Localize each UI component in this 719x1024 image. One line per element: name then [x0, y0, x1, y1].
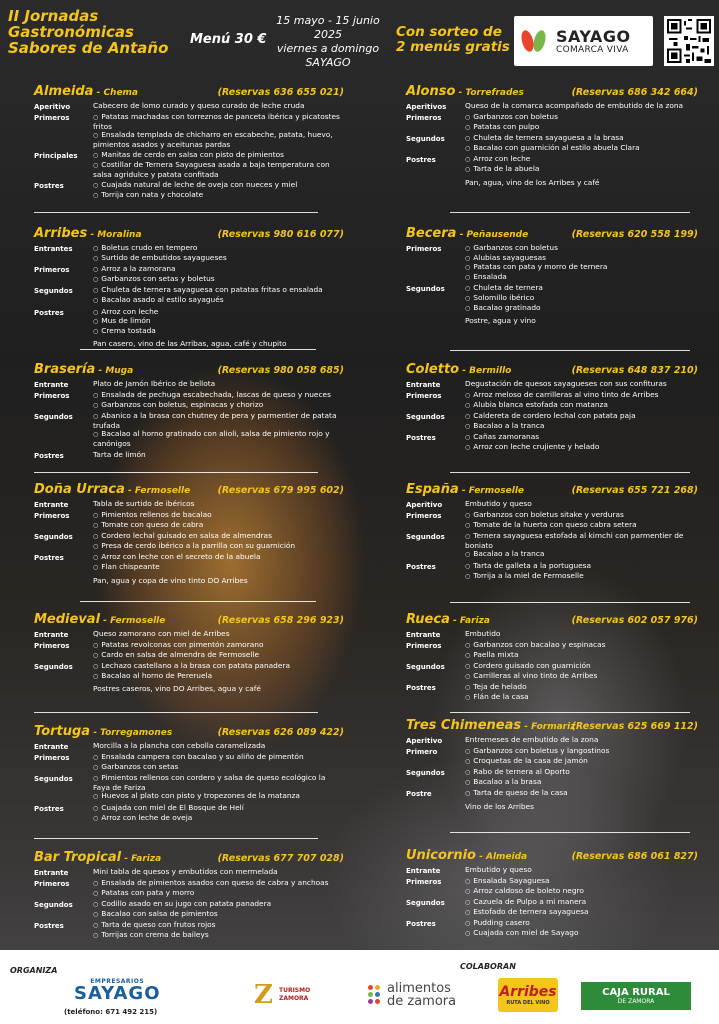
- course-label: Postres: [34, 922, 64, 931]
- dish-item: ○ Arroz con leche con el secreto de la abuela: [93, 553, 344, 563]
- menu-course-row: [34, 113, 344, 149]
- course-label: Postres: [34, 554, 64, 563]
- dish-item: ○ Patatas machadas con torreznos de panceta ibérica y picatostes fritos: [93, 113, 344, 131]
- restaurant-block: [34, 850, 344, 941]
- dish-item: ○ Abanico a la brasa con chutney de pera y parmentier de patata trufada: [93, 412, 344, 430]
- dish-item: Morcilla a la plancha con cebolla caramelizada: [93, 741, 266, 750]
- dish-item: ○ Garbanzos con bacalao y espinacas: [465, 641, 698, 651]
- dish-item: ○ Tomate de la huerta con queso cabra setera: [465, 521, 698, 531]
- menu-course-row: [34, 774, 344, 802]
- menu-course-row: [34, 742, 344, 751]
- menu-course-row: [34, 511, 344, 530]
- reservation-phone[interactable]: (Reservas 636 655 021): [217, 87, 344, 98]
- sponsors-bar: [0, 950, 719, 1024]
- dish-item: ○ Patatas con pata y morro de ternera: [465, 263, 698, 273]
- course-label: Entrante: [406, 867, 441, 875]
- course-label: Postre: [406, 790, 432, 799]
- menu-course-row: [34, 308, 344, 337]
- dish-item: Embutido y queso: [465, 499, 532, 508]
- dish-item: ○ Arroz con leche: [93, 308, 344, 318]
- menu-course-row: [406, 562, 698, 581]
- dish-item: ○ Tarta de la abuela: [465, 165, 698, 175]
- menu-course-row: [406, 412, 698, 431]
- dish-item: Tarta de limón: [93, 449, 146, 459]
- sayago-logo: SAYAGO COMARCA VIVA: [514, 16, 653, 66]
- course-label: Postres: [34, 182, 64, 191]
- dish-item: ○ Surtido de embutidos sayagueses: [93, 254, 344, 264]
- dish-item: ○ Garbanzos con boletus y langostinos: [465, 747, 698, 757]
- course-label: Segundos: [406, 285, 445, 294]
- reservation-phone[interactable]: (Reservas 625 669 112): [571, 721, 698, 732]
- restaurant-block: [406, 612, 698, 703]
- menu-course-row: [406, 500, 698, 509]
- menu-course-row: [34, 102, 344, 111]
- course-label: Entrante: [406, 631, 441, 639]
- dish-item: ○ Caldereta de cordero lechal con patata paja: [465, 412, 698, 422]
- course-label: Aperitivos: [406, 103, 447, 111]
- course-label: Primeros: [34, 880, 70, 888]
- dish-item: ○ Ensalada campera con bacalao y su aliño de pimentón: [93, 753, 344, 763]
- menu-course-row: [406, 768, 698, 787]
- menu-course-row: [406, 630, 698, 639]
- menu-course-row: [406, 113, 698, 132]
- reservation-phone[interactable]: (Reservas 602 057 976): [571, 615, 698, 626]
- alimentos-dots-icon: [368, 985, 382, 1005]
- dish-item: ○ Arroz con leche: [465, 155, 698, 165]
- dish-item: ○ Huevos al plato con pisto y tropezones de la matanza: [93, 792, 344, 802]
- dish-item: ○ Bacalao asado al estilo sayagués: [93, 296, 344, 306]
- menu-course-row: [34, 641, 344, 660]
- course-label: Postres: [406, 684, 436, 693]
- course-label: Entrante: [406, 381, 441, 389]
- menu-course-row: [406, 433, 698, 452]
- dish-item: ○ Bacalao con guarnición al estilo abuela Clara: [465, 144, 698, 154]
- reservation-phone[interactable]: (Reservas 648 837 210): [571, 365, 698, 376]
- sorteo-text: Con sorteo de 2 menús gratis: [396, 24, 510, 55]
- colaboran-label: COLABORAN: [460, 962, 516, 971]
- restaurant-town: Chema: [103, 88, 139, 98]
- reservation-phone[interactable]: (Reservas 980 616 077): [217, 229, 344, 240]
- restaurant-name: Medieval - Fermoselle: [34, 612, 166, 627]
- course-label: Postres: [34, 804, 64, 813]
- menu-course-row: [406, 866, 698, 875]
- course-label: Postres: [406, 434, 436, 443]
- divider-line: [450, 832, 690, 833]
- dish-item: ○ Pimientos rellenos con cordero y salsa de queso ecológico la Faya de Fariza: [93, 774, 344, 792]
- dish-item: ○ Cañas zamoranas: [465, 433, 698, 443]
- menu-course-row: [406, 662, 698, 681]
- dish-item: ○ Manitas de cerdo en salsa con pisto de pimientos: [93, 151, 344, 161]
- course-label: Segundos: [34, 533, 73, 542]
- course-label: Segundos: [34, 663, 73, 672]
- course-label: Aperitivo: [406, 737, 443, 745]
- course-label: Entrante: [34, 743, 69, 751]
- course-label: Aperitivo: [406, 501, 443, 509]
- dish-item: ○ Cuajada con miel de Sayago: [465, 929, 698, 939]
- restaurant-name: Becera - Peñausende: [406, 226, 529, 241]
- header: [0, 0, 719, 78]
- restaurant-name: Almeida - Chema: [34, 84, 139, 99]
- menu-course-row: [34, 244, 344, 263]
- dish-item: ○ Lechazo castellano a la brasa con patata panadera: [93, 662, 344, 672]
- restaurant-name: Doña Urraca - Fermoselle: [34, 482, 191, 497]
- course-label: Segundos: [34, 287, 73, 296]
- restaurant-block: [406, 226, 698, 325]
- restaurant-block: [406, 362, 698, 453]
- dish-item: ○ Bacalao gratinado: [465, 304, 698, 314]
- restaurant-town: Fermoselle: [468, 486, 525, 496]
- menu-course-row: [34, 879, 344, 898]
- divider-line: [450, 212, 690, 213]
- menu-course-row: [406, 244, 698, 282]
- dish-item: ○ Pudding casero: [465, 919, 698, 929]
- course-label: Entrante: [34, 501, 69, 509]
- dish-item: ○ Ensalada de pimientos asados con queso de cabra y anchoas: [93, 879, 344, 889]
- dish-item: ○ Rabo de ternera al Oporto: [465, 768, 698, 778]
- menu-course-row: [406, 155, 698, 174]
- restaurant-name: Bar Tropical - Fariza: [34, 850, 162, 865]
- menu-footer-note: Pan, agua, vino de los Arribes y café: [465, 177, 600, 187]
- restaurant-town: Torrefrades: [465, 88, 524, 98]
- divider-line: [34, 712, 318, 713]
- reservation-phone[interactable]: (Reservas 677 707 028): [217, 853, 344, 864]
- dish-item: Tabla de surtido de ibéricos: [93, 499, 195, 508]
- menu-footer-note: Pan, agua y copa de vino tinto DO Arribes: [93, 575, 248, 585]
- dish-item: ○ Arroz con leche crujiente y helado: [465, 443, 698, 453]
- dish-item: ○ Garbanzos con setas y boletus: [93, 275, 344, 285]
- menu-course-row: [406, 284, 698, 313]
- dish-item: ○ Garbanzos con boletus, espinacas y chorizo: [93, 401, 344, 411]
- course-label: Primero: [406, 748, 438, 756]
- organiza-label: ORGANIZA: [10, 966, 58, 975]
- menu-course-row: [34, 532, 344, 551]
- menu-course-row: [406, 919, 698, 938]
- course-label: Primeros: [406, 878, 442, 886]
- course-label: Entrante: [34, 381, 69, 389]
- restaurant-block: [34, 362, 344, 460]
- course-label: Segundos: [406, 413, 445, 422]
- menu-footer-note: Postres caseros, vino DO Arribes, agua y café: [93, 684, 261, 694]
- menu-course-row: [406, 380, 698, 389]
- menu-course-row: [34, 630, 344, 639]
- menu-price: Menú 30 €: [190, 32, 267, 47]
- menu-course-row: [34, 553, 344, 572]
- dish-item: ○ Ensalada de pechuga escabechada, lascas de queso y nueces: [93, 391, 344, 401]
- course-label: Segundos: [406, 663, 445, 672]
- menu-course-row: [34, 753, 344, 772]
- divider-line: [34, 212, 318, 213]
- course-label: Segundos: [406, 135, 445, 144]
- course-label: Segundos: [34, 901, 73, 910]
- menu-course-row: [406, 532, 698, 560]
- restaurant-town: Fermoselle: [110, 616, 166, 626]
- course-label: Primeros: [406, 392, 442, 400]
- dish-item: ○ Codillo asado en su jugo con patata panadera: [93, 900, 344, 910]
- menu-course-row: [406, 898, 698, 917]
- dish-item: ○ Chuleta de ternera: [465, 284, 698, 294]
- menu-course-row: [34, 451, 344, 460]
- menu-course-row: [406, 877, 698, 896]
- dish-item: ○ Cordero guisado con guarnición: [465, 662, 698, 672]
- course-label: Principales: [34, 152, 78, 161]
- restaurant-town: Torregamones: [100, 728, 173, 738]
- dish-item: Degustación de quesos sayagueses con sus confituras: [465, 379, 667, 388]
- dish-item: ○ Ensalada: [465, 273, 698, 283]
- dish-item: ○ Croquetas de la casa de jamón: [465, 757, 698, 767]
- dish-item: ○ Flán de la casa: [465, 693, 698, 703]
- dish-item: Queso zamorano con miel de Arribes: [93, 629, 230, 638]
- dish-item: ○ Bacalao con salsa de pimientos: [93, 910, 344, 920]
- dish-item: ○ Teja de helado: [465, 683, 698, 693]
- dish-item: ○ Bacalao al horno de Pereruela: [93, 672, 344, 682]
- dish-item: ○ Cardo en salsa de almendra de Fermoselle: [93, 651, 344, 661]
- dish-item: ○ Cuajada con miel de El Bosque de Helí: [93, 804, 344, 814]
- reservation-phone[interactable]: (Reservas 620 558 199): [571, 229, 698, 240]
- divider-line: [80, 601, 316, 602]
- dish-item: ○ Arroz meloso de carrilleras al vino tinto de Arribes: [465, 391, 698, 401]
- course-label: Primeros: [406, 512, 442, 520]
- dish-item: ○ Alubia blanca estofada con matanza: [465, 401, 698, 411]
- restaurant-town: Peñausende: [466, 230, 529, 240]
- event-dates: 15 mayo - 15 junio 2025 viernes a domingo SAYAGO: [276, 14, 380, 69]
- dish-item: ○ Arroz con leche de oveja: [93, 814, 344, 824]
- dish-item: ○ Tomate con queso de cabra: [93, 521, 344, 531]
- course-label: Primeros: [34, 512, 70, 520]
- dish-item: ○ Tarta de queso de la casa: [465, 789, 698, 799]
- course-label: Entrantes: [34, 245, 73, 253]
- dish-item: ○ Torrija a la miel de Fermoselle: [465, 572, 698, 582]
- restaurant-name: Unicornio - Almeida: [406, 848, 528, 863]
- arribes-ruta-vino-logo: Arribes RUTA DEL VINO: [498, 978, 558, 1012]
- dish-item: ○ Torrija con nata y chocolate: [93, 191, 344, 201]
- menu-footer-note: Pan casero, vino de las Arribas, agua, café y chupito: [93, 339, 287, 349]
- restaurant-name: Alonso - Torrefrades: [406, 84, 524, 99]
- menu-course-row: [34, 900, 344, 919]
- restaurant-name: Tres Chimeneas - Formariz: [406, 718, 576, 733]
- course-label: Primeros: [406, 245, 442, 253]
- divider-line: [450, 472, 690, 473]
- dish-item: ○ Tarta de galleta a la portuguesa: [465, 562, 698, 572]
- turismo-z-icon: Z: [254, 980, 273, 1010]
- menu-course-row: [406, 641, 698, 660]
- dish-item: ○ Ensalada templada de chicharro en escabeche, patata, huevo, pimientos asados y aceitunas pardas: [93, 131, 344, 149]
- dish-item: ○ Patatas con pulpo: [465, 123, 698, 133]
- menu-course-row: [34, 921, 344, 940]
- dish-item: ○ Paella mixta: [465, 651, 698, 661]
- caja-rural-logo: CAJA RURAL DE ZAMORA: [581, 982, 691, 1010]
- dish-item: ○ Cordero lechal guisado en salsa de almendras: [93, 532, 344, 542]
- reservation-phone[interactable]: (Reservas 679 995 602): [217, 485, 344, 496]
- course-label: Aperitivo: [34, 103, 71, 111]
- course-label: Primeros: [34, 266, 70, 275]
- course-label: Segundos: [406, 769, 445, 778]
- dish-item: ○ Garbanzos con boletus: [465, 244, 698, 254]
- menu-course-row: [406, 134, 698, 153]
- reservation-phone[interactable]: (Reservas 980 058 685): [217, 365, 344, 376]
- menu-course-row: [34, 412, 344, 448]
- menu-course-row: [406, 736, 698, 745]
- restaurant-block: [34, 724, 344, 823]
- dish-item: ○ Ternera sayaguesa estofada al kimchi con parmentier de boniato: [465, 532, 698, 550]
- dish-item: Embutido: [465, 629, 501, 638]
- restaurant-name: Tortuga - Torregamones: [34, 724, 173, 739]
- course-label: Segundos: [406, 899, 445, 908]
- menu-course-row: [34, 380, 344, 389]
- restaurant-town: Fermoselle: [134, 486, 191, 496]
- menu-course-row: [34, 804, 344, 823]
- dish-item: ○ Garbanzos con boletus sitake y verduras: [465, 511, 698, 521]
- course-label: Postres: [34, 451, 64, 460]
- dish-item: ○ Carrilleras al vino tinto de Arribes: [465, 672, 698, 682]
- dish-item: Plato de Jamón Ibérico de bellota: [93, 379, 216, 388]
- divider-line: [450, 602, 690, 603]
- menu-footer-note: Vino de los Arribes: [465, 801, 535, 811]
- dish-item: Entremeses de embutido de la zona: [465, 735, 599, 744]
- restaurant-name: Brasería - Muga: [34, 362, 134, 377]
- dish-item: ○ Bacalao a la tranca: [465, 550, 698, 560]
- dish-item: ○ Bacalao a la brasa: [465, 778, 698, 788]
- restaurant-town: Muga: [105, 366, 134, 376]
- dish-item: ○ Patatas revolconas con pimentón zamorano: [93, 641, 344, 651]
- menu-course-row: [406, 391, 698, 410]
- dish-item: ○ Boletus crudo en tempero: [93, 244, 344, 254]
- menu-course-row: [406, 789, 698, 799]
- course-label: Primeros: [406, 114, 442, 122]
- menu-course-row: [406, 102, 698, 111]
- sayago-logo-icon: [522, 27, 548, 55]
- divider-line: [34, 472, 318, 473]
- menu-course-row: [34, 265, 344, 284]
- dish-item: ○ Presa de cerdo ibérico a la parrilla con su guarnición: [93, 542, 344, 552]
- dish-item: ○ Chuleta de ternera sayaguesa a la brasa: [465, 134, 698, 144]
- dish-item: ○ Cuajada natural de leche de oveja con nueces y miel: [93, 181, 344, 191]
- dish-item: ○ Arroz a la zamorana: [93, 265, 344, 275]
- dish-item: Mini tabla de quesos y embutidos con mermelada: [93, 867, 278, 876]
- reservation-phone[interactable]: (Reservas 626 089 422): [217, 727, 344, 738]
- restaurant-town: Almeida: [485, 852, 528, 862]
- menu-course-row: [34, 868, 344, 877]
- menu-course-row: [406, 683, 698, 702]
- menu-course-row: [34, 151, 344, 179]
- divider-line: [450, 350, 690, 351]
- restaurant-block: [34, 84, 344, 200]
- dish-item: ○ Costillar de Ternera Sayaguesa asada a baja temperatura con salsa agridulce y patata confitada: [93, 161, 344, 179]
- course-label: Postres: [34, 308, 64, 317]
- dish-item: ○ Pimientos rellenos de bacalao: [93, 511, 344, 521]
- dish-item: ○ Bacalao a la tranca: [465, 422, 698, 432]
- restaurant-name: Arribes - Moralina: [34, 226, 142, 241]
- reservation-phone[interactable]: (Reservas 686 342 664): [571, 87, 698, 98]
- course-label: Segundos: [34, 413, 73, 422]
- dish-item: ○ Ensalada Sayaguesa: [465, 877, 698, 887]
- dish-item: ○ Flan chispeante: [93, 563, 344, 573]
- dish-item: ○ Mus de limón: [93, 317, 344, 327]
- restaurant-name: España - Fermoselle: [406, 482, 525, 497]
- dish-item: ○ Patatas con pata y morro: [93, 889, 344, 899]
- restaurant-block: [406, 718, 698, 811]
- turismo-zamora-logo: Z TURISMO ZAMORA: [254, 980, 311, 1010]
- dish-item: ○ Crema tostada: [93, 327, 344, 337]
- restaurant-name: Rueca - Fariza: [406, 612, 490, 627]
- dish-item: Cabecero de lomo curado y queso curado de leche cruda: [93, 101, 305, 110]
- divider-line: [34, 838, 318, 839]
- restaurant-block: [34, 612, 344, 693]
- menu-course-row: [406, 747, 698, 766]
- restaurant-town: Moralina: [97, 230, 142, 240]
- restaurant-town: Fariza: [459, 616, 490, 626]
- course-label: Primeros: [34, 754, 70, 762]
- menu-course-row: [34, 391, 344, 410]
- restaurant-town: Bermillo: [469, 366, 512, 376]
- empresarios-sayago-logo: EMPRESARIOS SAYAGO: [74, 978, 161, 1004]
- alimentos-de-zamora-logo: alimentos de zamora: [368, 978, 456, 1012]
- course-label: Segundos: [406, 533, 445, 542]
- restaurant-block: [34, 482, 344, 585]
- dish-item: ○ Cazuela de Pulpo a mi manera: [465, 898, 698, 908]
- organizer-phone: (teléfono: 671 492 215): [64, 1008, 158, 1016]
- dish-item: ○ Chuleta de ternera sayaguesa con patatas fritas o ensalada: [93, 286, 344, 296]
- restaurant-block: [406, 84, 698, 187]
- course-label: Postres: [406, 920, 436, 929]
- dish-item: Queso de la comarca acompañado de embutido de la zona: [465, 101, 684, 110]
- restaurant-town: Fariza: [131, 854, 162, 864]
- dish-item: ○ Garbanzos con boletus: [465, 113, 698, 123]
- course-label: Primeros: [34, 642, 70, 650]
- restaurant-block: [406, 482, 698, 581]
- divider-line: [80, 349, 316, 350]
- course-label: Entrante: [34, 869, 69, 877]
- menu-course-row: [34, 500, 344, 509]
- dish-item: ○ Torrijas con crema de baileys: [93, 931, 344, 941]
- course-label: Postres: [406, 156, 436, 165]
- menu-course-row: [406, 511, 698, 530]
- dish-item: ○ Arroz caldoso de boleto negro: [465, 887, 698, 897]
- dish-item: ○ Solomillo ibérico: [465, 294, 698, 304]
- qr-code-icon[interactable]: [664, 16, 714, 66]
- event-title: II Jornadas Gastronómicas Sabores de Antaño: [8, 7, 169, 57]
- course-label: Segundos: [34, 775, 73, 784]
- reservation-phone[interactable]: (Reservas 655 721 268): [571, 485, 698, 496]
- dish-item: ○ Estofado de ternera sayaguesa: [465, 908, 698, 918]
- dish-item: ○ Garbanzos con setas: [93, 763, 344, 773]
- restaurant-block: [406, 848, 698, 939]
- menu-footer-note: Postre, agua y vino: [465, 316, 536, 326]
- course-label: Entrante: [34, 631, 69, 639]
- course-label: Primeros: [34, 392, 70, 400]
- course-label: Primeros: [34, 114, 70, 122]
- restaurant-block: [34, 226, 344, 348]
- restaurant-name: Coletto - Bermillo: [406, 362, 512, 377]
- dish-item: ○ Alubias sayaguesas: [465, 254, 698, 264]
- course-label: Postres: [406, 562, 436, 571]
- course-label: Primeros: [406, 642, 442, 650]
- menu-course-row: [34, 662, 344, 681]
- dish-item: ○ Tarta de queso con frutos rojos: [93, 921, 344, 931]
- reservation-phone[interactable]: (Reservas 686 061 827): [571, 851, 698, 862]
- divider-line: [450, 712, 690, 713]
- menu-course-row: [34, 181, 344, 200]
- restaurant-town: Formariz: [531, 722, 576, 732]
- reservation-phone[interactable]: (Reservas 658 296 923): [217, 615, 344, 626]
- menu-course-row: [34, 286, 344, 305]
- dish-item: Embutido y queso: [465, 865, 532, 874]
- dish-item: ○ Bacalao al horno gratinado con alioli, salsa de pimiento rojo y canónigos: [93, 430, 344, 448]
